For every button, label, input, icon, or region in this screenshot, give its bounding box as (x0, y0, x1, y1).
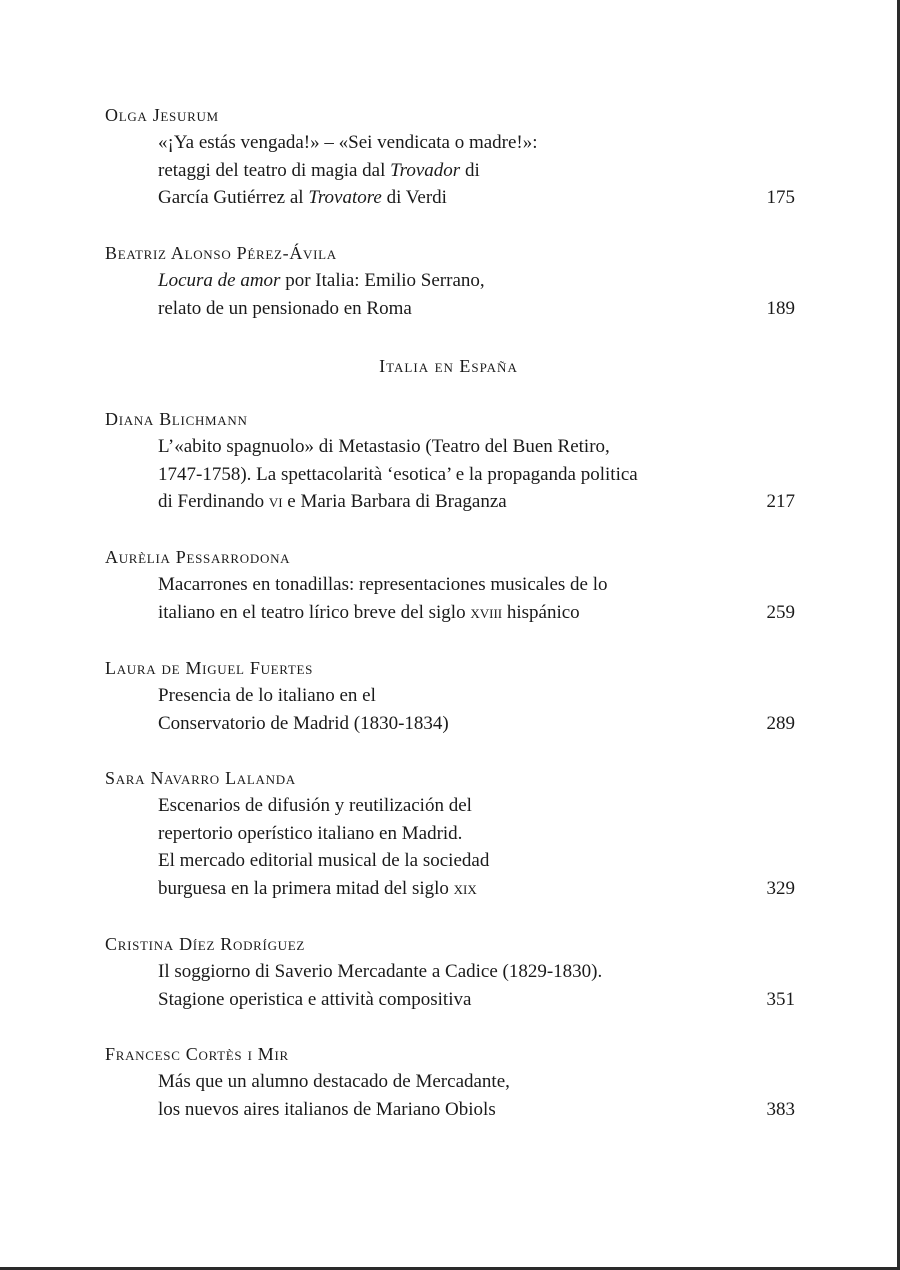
entry-title-line: Locura de amor por Italia: Emilio Serrano, (158, 270, 485, 291)
entry-title-line (105, 710, 795, 738)
entry-title-line: L’«abito spagnuolo» di Metastasio (Teatro del Buen Retiro, (158, 436, 610, 457)
entry-title-line: Macarrones en tonadillas: representaciones musicales de lo (158, 574, 608, 595)
entry-author: Francesc Cortès i Mir (105, 1044, 289, 1064)
entry-title-line: García Gutiérrez al Trovatore di Verdi 175 (105, 184, 795, 212)
entry-author: Sara Navarro Lalanda (105, 768, 296, 788)
entry-title-line: di Ferdinando vi e Maria Barbara di Braganza 217 (105, 488, 795, 516)
entry-title-line: Más que un alumno destacado de Mercadante, (158, 1071, 510, 1092)
entry-title-text: Conservatorio de Madrid (1830-1834) (158, 712, 449, 734)
section-heading: Italia en España (379, 356, 518, 376)
entry-title-line: Il soggiorno di Saverio Mercadante a Cadice (1829-1830). (158, 961, 603, 982)
entry-page-number: 351 (766, 988, 795, 1010)
entry-title-line (105, 295, 795, 323)
toc-entry (105, 239, 795, 322)
entry-title-line: burguesa en la primera mitad del siglo xix 329 (105, 875, 795, 903)
entry-title-text: relato de un pensionado en Roma (158, 297, 412, 319)
entry-title-line (105, 1096, 795, 1124)
entry-author: Olga Jesurum (105, 105, 219, 125)
toc-entry (105, 930, 795, 1013)
toc-entry (105, 1040, 795, 1123)
entry-title-text: Stagione operistica e attività compositiva (158, 988, 472, 1010)
entry-page-number: 217 (766, 491, 795, 512)
entry-title-line: italiano en el teatro lírico breve del siglo xviii hispánico 259 (105, 599, 795, 627)
toc-entry (105, 101, 795, 212)
entry-title-line: Presencia de lo italiano en el (158, 685, 376, 706)
entry-page-number: 329 (766, 877, 795, 899)
entry-page-number: 289 (766, 712, 795, 734)
toc-entry (105, 405, 795, 516)
entry-author: Aurèlia Pessarrodona (105, 547, 291, 567)
entry-author: Beatriz Alonso Pérez-Ávila (105, 243, 337, 263)
entry-title-line: «¡Ya estás vengada!» – «Sei vendicata o madre!»: (158, 132, 538, 153)
entry-title-line (105, 986, 795, 1014)
entry-title-line: El mercado editorial musical de la sociedad (158, 850, 490, 871)
toc-entry (105, 764, 795, 902)
entry-author: Laura de Miguel Fuertes (105, 658, 314, 678)
entry-author: Diana Blichmann (105, 409, 248, 429)
entry-title-line: 1747-1758). La spettacolarità ‘esotica’ e la propaganda politica (158, 463, 638, 485)
entry-page-number: 189 (766, 297, 795, 319)
entry-author: Cristina Díez Rodríguez (105, 934, 306, 954)
entry-title-line: repertorio operístico italiano en Madrid. (158, 822, 463, 844)
entry-page-number: 259 (766, 601, 795, 623)
entry-page-number: 383 (766, 1098, 795, 1120)
entry-page-number: 175 (766, 187, 795, 208)
entry-title-line: retaggi del teatro di magia dal Trovador di (158, 159, 480, 181)
toc-entry (105, 543, 795, 626)
entry-title-line: Escenarios de difusión y reutilización del (158, 795, 472, 816)
entry-title-text: los nuevos aires italianos de Mariano Obiols (158, 1098, 496, 1120)
toc-entry (105, 654, 795, 737)
